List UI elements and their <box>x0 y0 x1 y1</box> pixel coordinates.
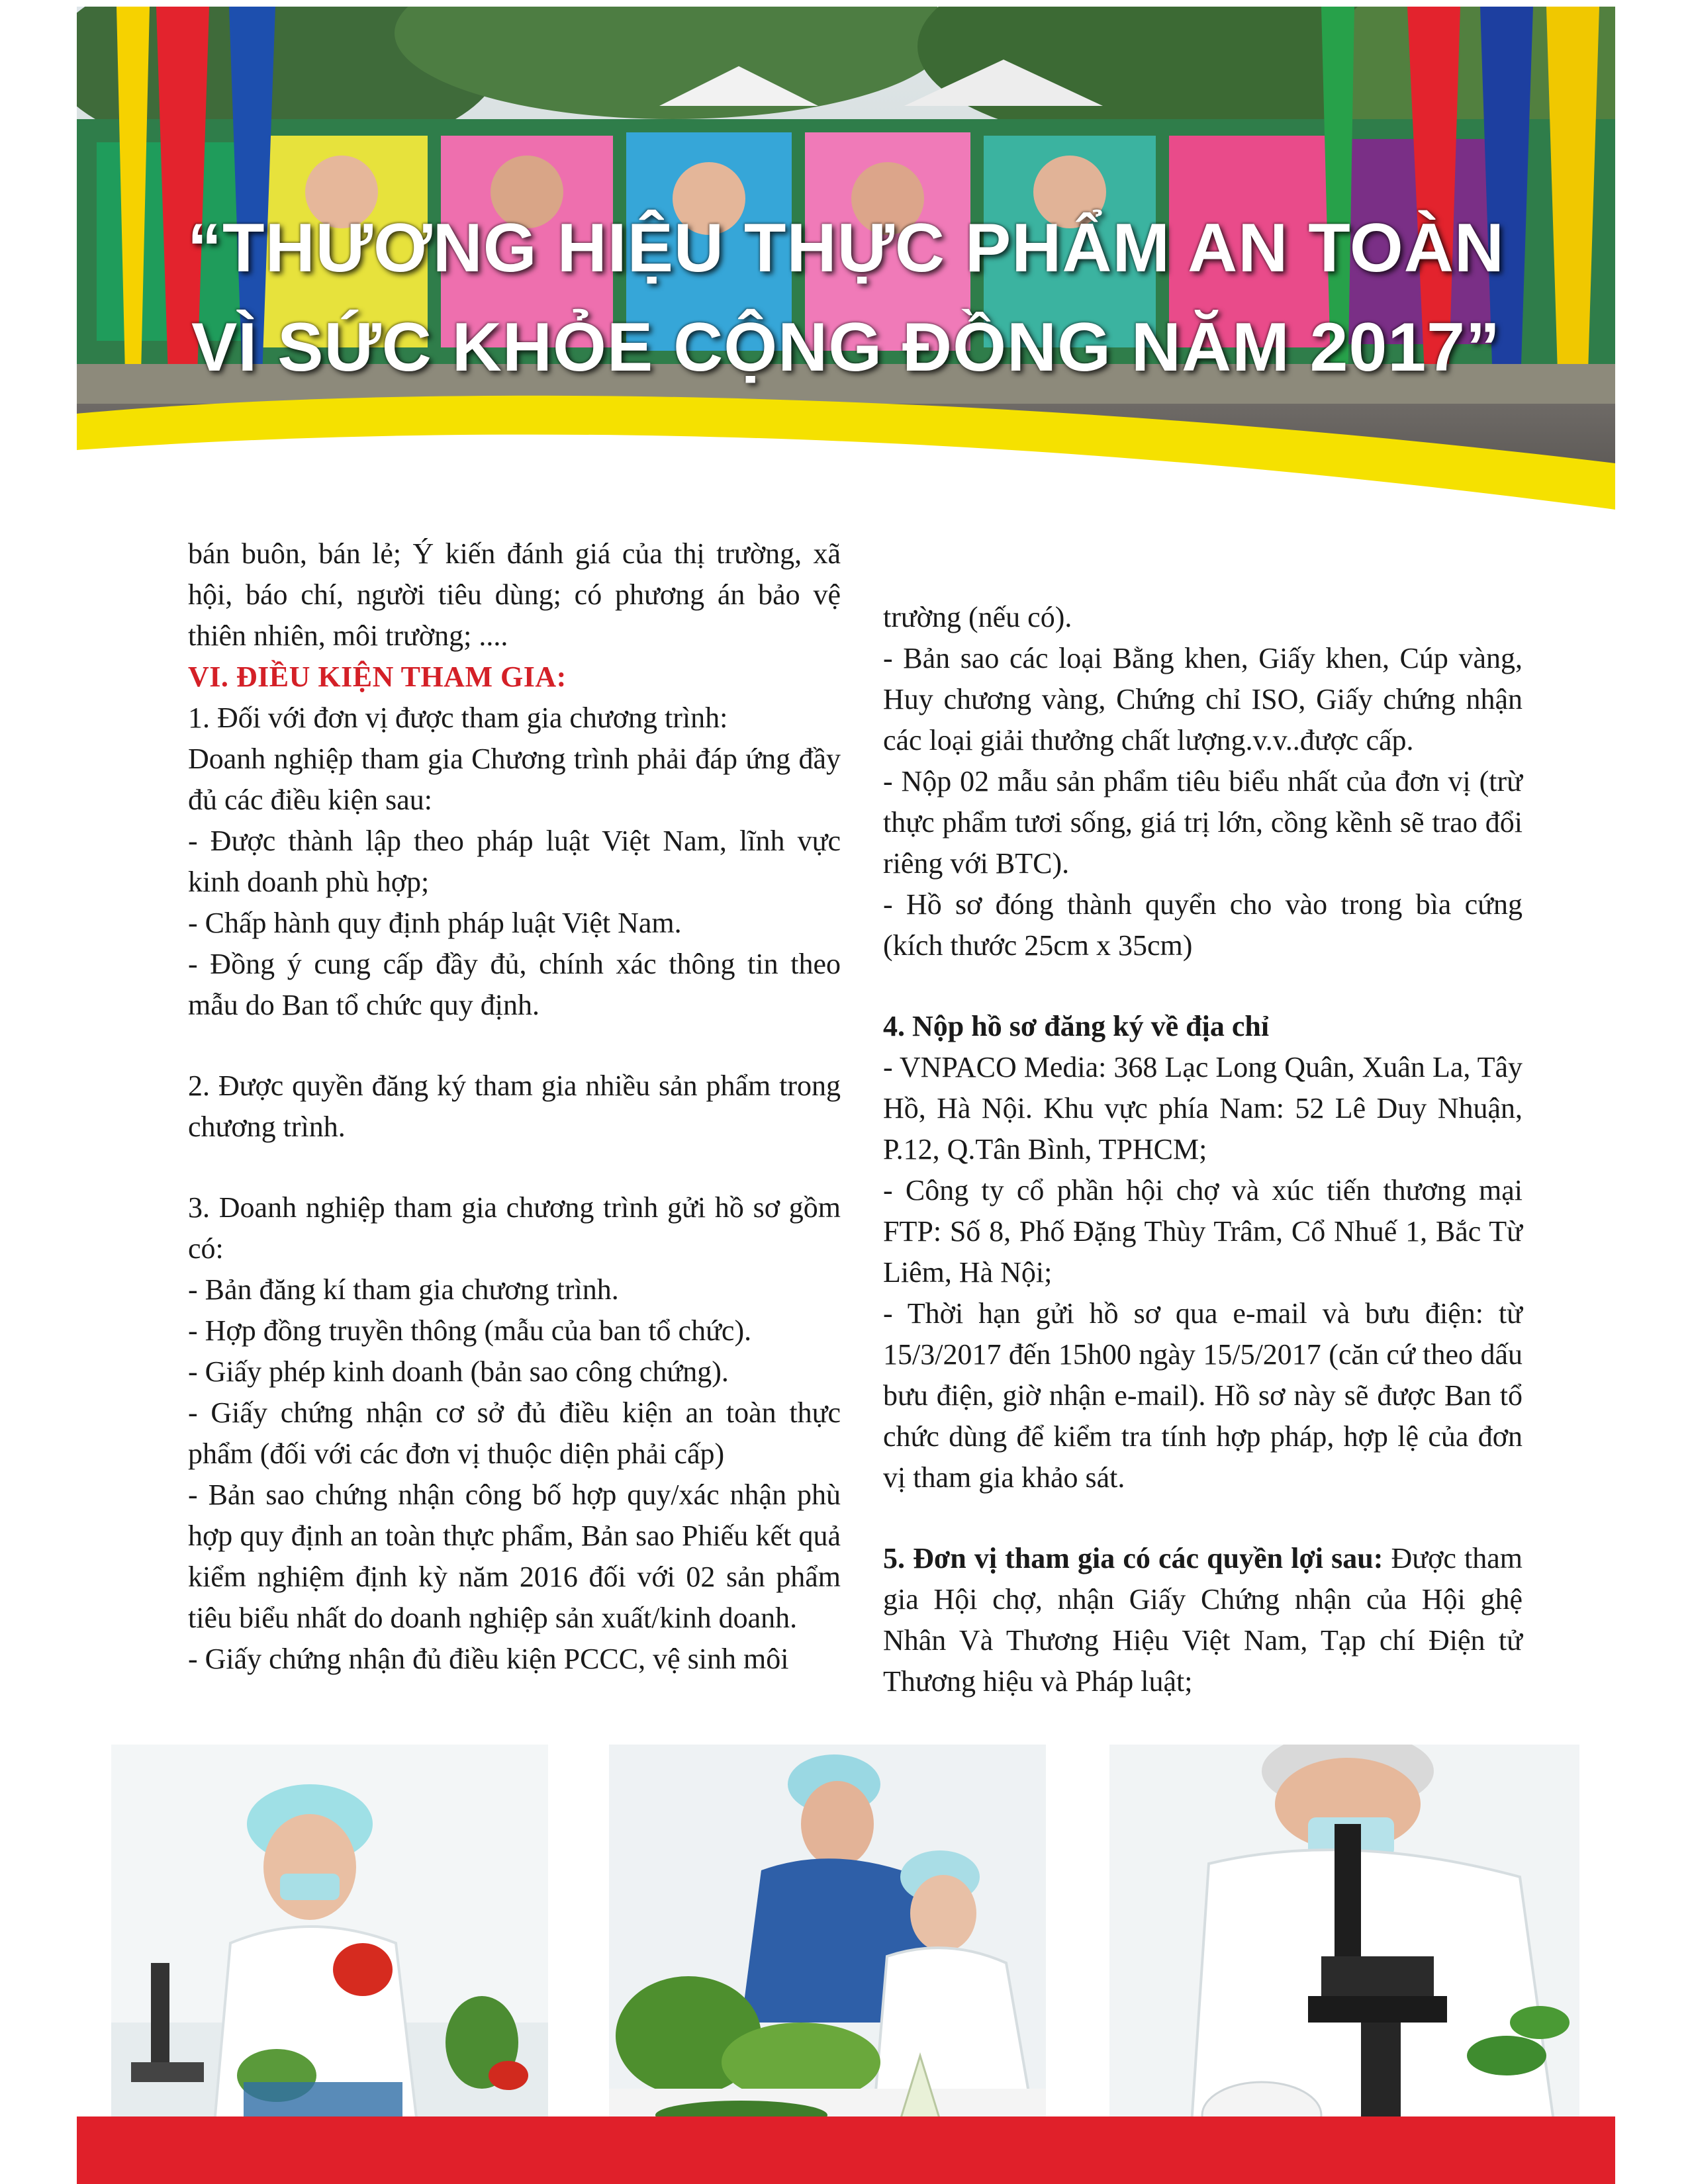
article-left-column <box>188 533 841 1680</box>
lab-photo-scientist-microscope <box>1109 1745 1579 2164</box>
item-4-bullet: - Thời hạn gửi hồ sơ qua e-mail và bưu điện: từ 15/3/2017 đến 15h00 ngày 15/5/2017 (căn cứ theo dấu bưu điện, giờ nhận e-mail). Hồ sơ này sẽ được Ban tổ chức dùng để kiểm tra tính hợp pháp, hợp lệ của đơn vị tham gia khảo sát. <box>883 1297 1523 1494</box>
continuation-bullet: - Nộp 02 mẫu sản phẩm tiêu biểu nhất của đơn vị (trừ thực phẩm tươi sống, giá trị lớn, cồng kềnh sẽ trao đổi riêng với BTC). <box>883 765 1523 880</box>
lab-photo-scientist-pepper <box>111 1745 548 2164</box>
item-5-title: 5. Đơn vị tham gia có các quyền lợi sau: <box>883 1542 1383 1574</box>
footer-red-bar <box>77 2116 1615 2184</box>
banner-title-line-1: “THƯƠNG HIỆU THỰC PHẨM AN TOÀN <box>187 210 1505 287</box>
item-4-bullet: - Công ty cổ phần hội chợ và xúc tiến thương mại FTP: Số 8, Phố Đặng Thùy Trâm, Cổ Nhuế 1, Bắc Từ Liêm, Hà Nội; <box>883 1174 1523 1289</box>
continuation-bullet: - Hồ sơ đóng thành quyển cho vào trong bìa cứng (kích thước 25cm x 35cm) <box>883 888 1523 962</box>
item-1-title: 1. Đối với đơn vị được tham gia chương trình: <box>188 702 728 734</box>
item-3-bullet: - Hợp đồng truyền thông (mẫu của ban tổ chức). <box>188 1314 752 1347</box>
item-5-paragraph <box>883 1538 1523 1702</box>
intro-paragraph: bán buôn, bán lẻ; Ý kiến đánh giá của thị trường, xã hội, báo chí, người tiêu dùng; có phương án bảo vệ thiên nhiên, môi trường; .... <box>188 537 841 652</box>
item-4-title: 4. Nộp hồ sơ đăng ký về địa chỉ <box>883 1010 1270 1042</box>
item-1-bullet: - Được thành lập theo pháp luật Việt Nam, lĩnh vực kinh doanh phù hợp; <box>188 825 841 898</box>
item-1-bullet: - Đồng ý cung cấp đầy đủ, chính xác thông tin theo mẫu do Ban tổ chức quy định. <box>188 948 841 1021</box>
continuation-line: trường (nếu có). <box>883 601 1072 633</box>
item-4-bullet: - VNPACO Media: 368 Lạc Long Quân, Xuân La, Tây Hồ, Hà Nội. Khu vực phía Nam: 52 Lê Duy Nhuận, P.12, Q.Tân Bình, TPHCM; <box>883 1051 1523 1165</box>
item-1-bullet: - Chấp hành quy định pháp luật Việt Nam. <box>188 907 682 939</box>
item-3-bullet: - Giấy phép kinh doanh (bản sao công chứng). <box>188 1355 729 1388</box>
item-3-bullet: - Bản đăng kí tham gia chương trình. <box>188 1273 619 1306</box>
continuation-bullet: - Bản sao các loại Bằng khen, Giấy khen, Cúp vàng, Huy chương vàng, Chứng chỉ ISO, Giấy chứng nhận các loại giải thưởng chất lượng.v.v..được cấp. <box>883 642 1523 756</box>
banner-title-line-2: VÌ SỨC KHỎE CỘNG ĐỒNG NĂM 2017” <box>191 309 1501 386</box>
article-right-column <box>883 597 1523 1702</box>
item-2-paragraph: 2. Được quyền đăng ký tham gia nhiều sản phẩm trong chương trình. <box>188 1069 841 1143</box>
item-3-bullet: - Bản sao chứng nhận công bố hợp quy/xác nhận phù hợp quy định an toàn thực phẩm, Bản sao Phiếu kết quả kiểm nghiệm định kỳ năm 2016 đối với 02 sản phẩm tiêu biểu nhất do doanh nghiệp sản xuất/kinh doanh. <box>188 1479 841 1634</box>
header-banner <box>77 7 1615 549</box>
item-3-bullet: - Giấy chứng nhận cơ sở đủ điều kiện an toàn thực phẩm (đối với các đơn vị thuộc diện phải cấp) <box>188 1396 841 1470</box>
banner-title <box>77 199 1615 397</box>
item-3-title: 3. Doanh nghiệp tham gia chương trình gửi hồ sơ gồm có: <box>188 1191 841 1265</box>
item-5-text: Được tham gia Hội chợ, nhận Giấy Chứng nhận của Hội ghệ Nhân Và Thương Hiệu Việt Nam, Tạp chí Điện tử Thương hiệu và Pháp luật; <box>883 1542 1523 1698</box>
lab-photo-two-scientists-vegetables <box>609 1745 1046 2164</box>
item-3-bullet: - Giấy chứng nhận đủ điều kiện PCCC, vệ sinh môi <box>188 1643 789 1675</box>
section-heading: VI. ĐIỀU KIỆN THAM GIA: <box>188 660 567 693</box>
item-1-text: Doanh nghiệp tham gia Chương trình phải đáp ứng đầy đủ các điều kiện sau: <box>188 743 841 816</box>
